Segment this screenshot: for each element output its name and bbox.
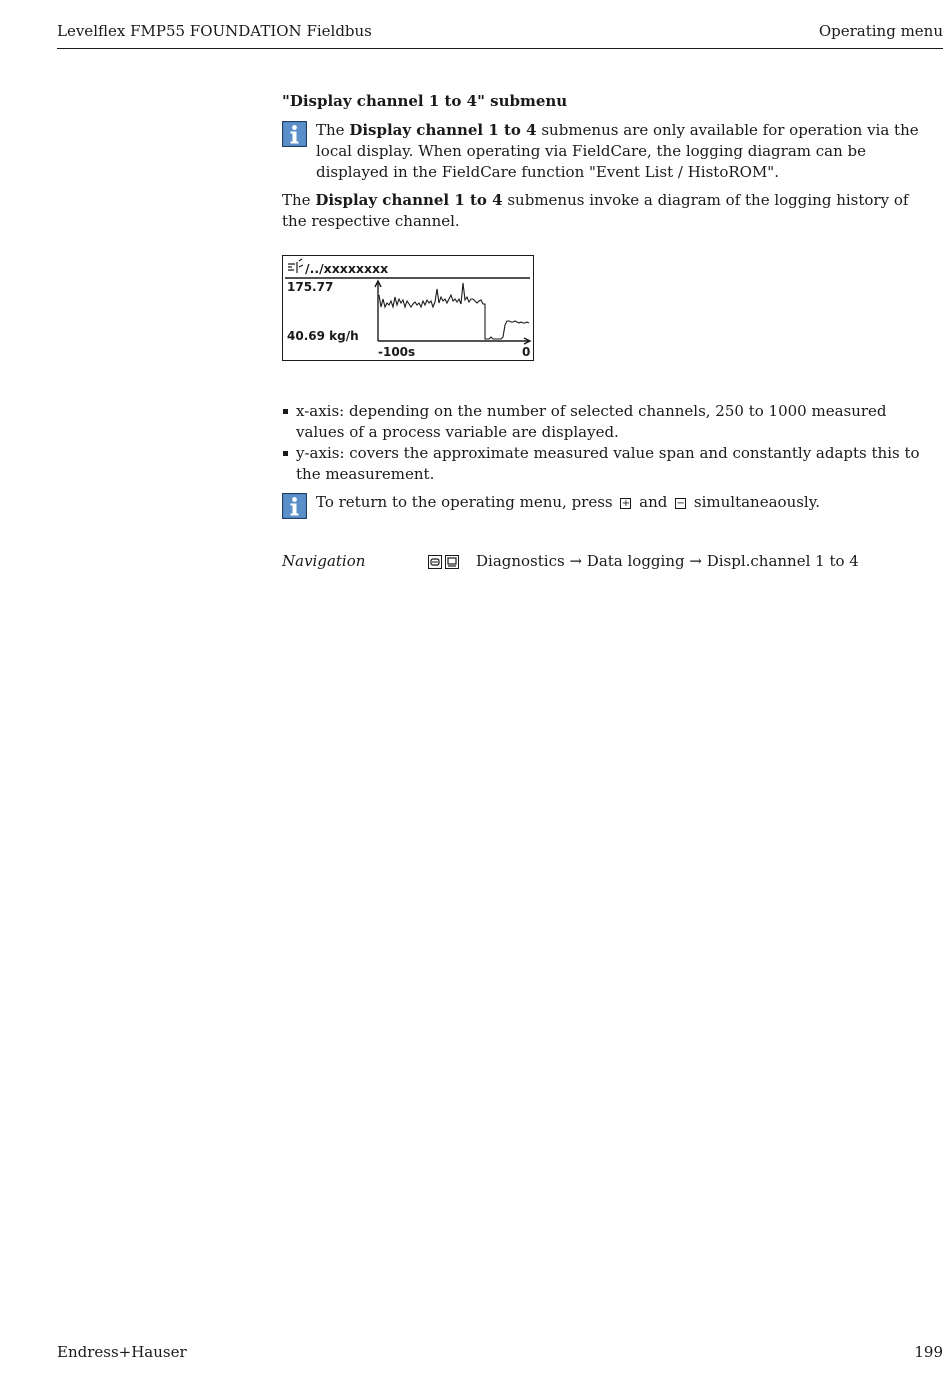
- list-item: y-axis: covers the approximate measured value span and constantly adapts this to the measurement.: [282, 443, 937, 485]
- logging-display-illustration: [282, 255, 534, 361]
- minus-key-icon: −: [676, 498, 685, 509]
- display-max-value: 175.77: [287, 280, 334, 294]
- info-note: [282, 120, 937, 183]
- section-title: "Display channel 1 to 4" submenu: [282, 92, 568, 110]
- axis-description-list: [282, 401, 937, 485]
- display-path: /../xxxxxxxx: [305, 261, 389, 276]
- list-item: x-axis: depending on the number of selected channels, 250 to 1000 measured values of a process variable are displayed.: [282, 401, 937, 443]
- info-note-text: The Display channel 1 to 4 submenus are only available for operation via the local display. When operating via FieldCare, the logging diagram can be displayed in the FieldCare function "Event List / HistoROM".: [316, 121, 919, 181]
- bullet-icon: [283, 451, 288, 456]
- header-document-title: Levelflex FMP55 FOUNDATION Fieldbus: [57, 22, 372, 40]
- display-min-value: 40.69 kg/h: [287, 329, 359, 343]
- header-section: Operating menu: [818, 22, 943, 40]
- local-display-icon: [445, 555, 459, 569]
- header-rule: [57, 48, 943, 49]
- navigation-icons: [428, 555, 459, 569]
- info-icon: [282, 493, 307, 519]
- info-icon: [282, 121, 307, 147]
- description-paragraph: The Display channel 1 to 4 submenus invoke a diagram of the logging history of the respective channel.: [282, 191, 909, 230]
- footer-company: Endress+Hauser: [57, 1343, 187, 1361]
- return-note: [282, 492, 937, 519]
- page-number: 199: [914, 1343, 943, 1361]
- plus-key-icon: +: [621, 498, 631, 509]
- display-x-end: 0: [522, 345, 531, 359]
- bullet-icon: [283, 409, 288, 414]
- return-note-text: To return to the operating menu, press + and − simultaneaously.: [316, 493, 820, 511]
- operating-menu-icon: [428, 555, 442, 569]
- navigation-label: Navigation: [282, 552, 366, 570]
- navigation-path: Diagnostics → Data logging → Displ.channel 1 to 4: [476, 552, 859, 570]
- display-x-start: -100s: [378, 345, 416, 359]
